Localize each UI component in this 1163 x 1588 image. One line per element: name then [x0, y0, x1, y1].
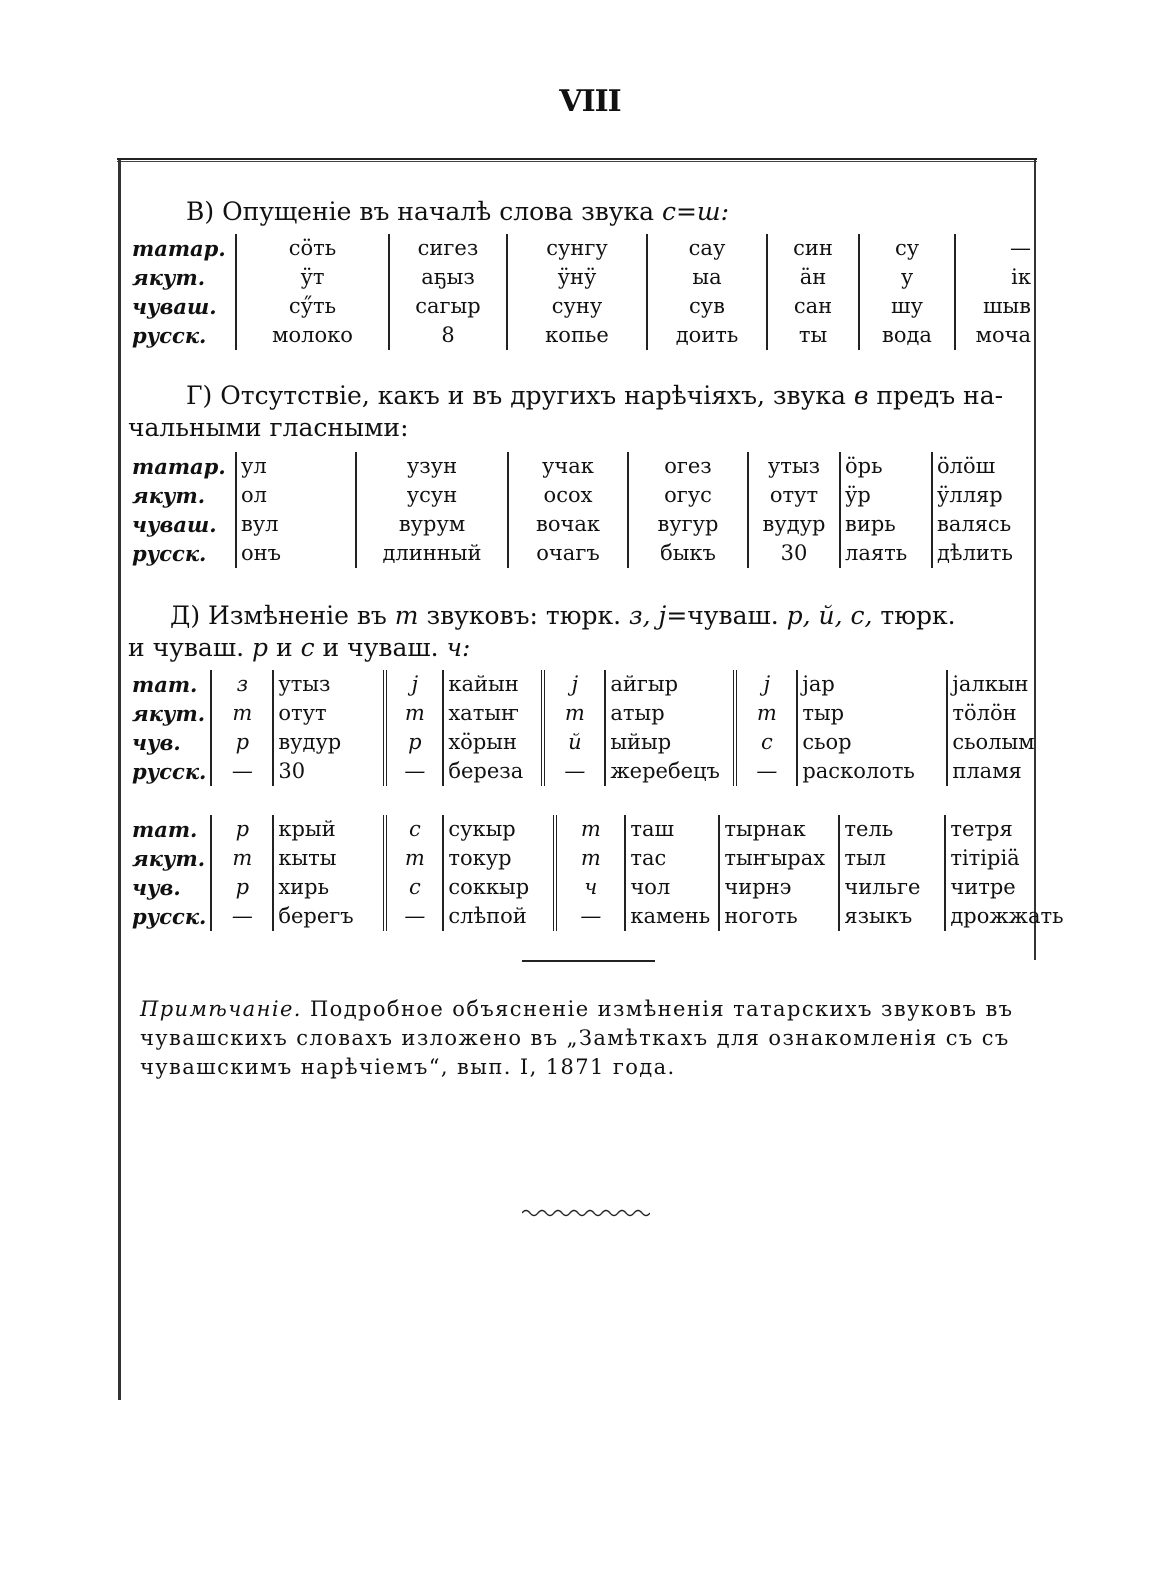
table-row — [128, 757, 1039, 786]
row-label: чуваш. — [132, 512, 217, 537]
section-d-heading-line2 — [128, 632, 470, 664]
table-cell: j — [735, 670, 797, 699]
row-label: русск. — [132, 759, 207, 784]
table-cell: отут — [748, 481, 840, 510]
table-cell: токур — [443, 844, 555, 873]
table-cell: огез — [628, 452, 748, 481]
section-d-h1a: Д) Измѣненіе въ — [170, 601, 387, 630]
table-cell: пламя — [947, 757, 1038, 786]
table-cell: хӧрын — [443, 728, 543, 757]
table-cell: й — [543, 728, 605, 757]
section-g-heading-end: предъ на- — [876, 381, 1004, 410]
table-row — [128, 292, 1035, 321]
table-cell: кайын — [443, 670, 543, 699]
table-cell: ч — [555, 873, 625, 902]
table-cell: т — [555, 844, 625, 873]
section-v-formula: с=ш: — [661, 197, 730, 226]
table-cell: сагыр — [389, 292, 507, 321]
table-cell: сӧть — [236, 234, 389, 263]
table-cell: j — [543, 670, 605, 699]
table-cell: дѣлить — [932, 539, 1030, 568]
section-d-h2r: р — [251, 633, 268, 662]
section-d-h1c: =чуваш. — [666, 601, 779, 630]
table-cell: с — [385, 873, 443, 902]
table-cell: сьолым — [947, 728, 1038, 757]
table-cell: тыл — [839, 844, 945, 873]
section-v-table — [128, 234, 1035, 350]
table-cell: сукыр — [443, 815, 555, 844]
table-cell: хирь — [273, 873, 385, 902]
section-v-heading-text: В) Опущеніе въ началѣ слова звука — [186, 197, 655, 226]
table-cell: учак — [508, 452, 628, 481]
row-label: чув. — [132, 730, 181, 755]
section-d-h1t: т — [394, 601, 419, 630]
section-d-h2ch: ч: — [446, 633, 471, 662]
table-cell: ӧлӧш — [932, 452, 1030, 481]
table-cell: осох — [508, 481, 628, 510]
row-label: русск. — [132, 904, 207, 929]
footnote-label: Примѣчаніе. — [140, 997, 302, 1021]
table-cell: узун — [356, 452, 508, 481]
table-cell: с — [385, 815, 443, 844]
table-row — [128, 844, 1068, 873]
table-cell: — — [955, 234, 1035, 263]
table-cell: ты — [767, 321, 859, 350]
section-d-table-1 — [128, 670, 1039, 786]
row-label: русск. — [132, 541, 207, 566]
table-cell: таш — [625, 815, 719, 844]
table-cell: берегъ — [273, 902, 385, 931]
table-cell: чол — [625, 873, 719, 902]
section-v-heading — [186, 196, 729, 228]
page-number: VIII — [559, 84, 621, 119]
table-cell: хатыҥ — [443, 699, 543, 728]
table-cell: вирь — [840, 510, 932, 539]
table-cell: усун — [356, 481, 508, 510]
table-cell: т — [735, 699, 797, 728]
table-cell: сау — [647, 234, 767, 263]
table-cell: ол — [236, 481, 356, 510]
table-cell: 30 — [748, 539, 840, 568]
table-cell: очагъ — [508, 539, 628, 568]
table-row — [128, 481, 1030, 510]
table-cell: утыз — [748, 452, 840, 481]
table-cell: р — [211, 815, 273, 844]
table-cell: — — [543, 757, 605, 786]
table-cell: — — [385, 757, 443, 786]
table-row — [128, 452, 1030, 481]
table-cell: т — [385, 699, 443, 728]
table-cell: вурум — [356, 510, 508, 539]
table-cell: суну — [507, 292, 647, 321]
row-label: чуваш. — [132, 294, 217, 319]
table-cell: у — [859, 263, 955, 292]
table-cell: ӱт — [236, 263, 389, 292]
table-cell: — — [555, 902, 625, 931]
table-row — [128, 510, 1030, 539]
table-cell: отут — [273, 699, 385, 728]
table-cell: сунгу — [507, 234, 647, 263]
section-d-h1rys: р, й, с, — [786, 601, 873, 630]
table-cell: сан — [767, 292, 859, 321]
table-cell: тітіріӓ — [945, 844, 1067, 873]
table-cell: валясь — [932, 510, 1030, 539]
table-cell: ыйыр — [605, 728, 735, 757]
section-d-h1d: тюрк. — [880, 601, 956, 630]
table-cell: слѣпой — [443, 902, 555, 931]
section-g-heading-line2: чальными гласными: — [128, 413, 409, 442]
section-g-heading-line1 — [186, 380, 1003, 412]
row-label: якут. — [132, 483, 206, 508]
table-cell: камень — [625, 902, 719, 931]
table-cell: чильге — [839, 873, 945, 902]
table-cell: вочак — [508, 510, 628, 539]
table-cell: кыты — [273, 844, 385, 873]
table-cell: ӱлляр — [932, 481, 1030, 510]
table-cell: сьор — [797, 728, 947, 757]
table-cell: ӧрь — [840, 452, 932, 481]
table-cell: jалкын — [947, 670, 1038, 699]
table-cell: аҕыз — [389, 263, 507, 292]
table-cell: чирнэ — [719, 873, 839, 902]
table-cell: ік — [955, 263, 1035, 292]
table-cell: огус — [628, 481, 748, 510]
table-cell: з — [211, 670, 273, 699]
table-cell: тель — [839, 815, 945, 844]
table-cell: ӱнӱ — [507, 263, 647, 292]
footnote — [140, 995, 1030, 1082]
table-cell: сигез — [389, 234, 507, 263]
table-cell: тас — [625, 844, 719, 873]
end-ornament — [522, 1206, 650, 1220]
table-cell: р — [385, 728, 443, 757]
table-cell: вода — [859, 321, 955, 350]
table-cell: жеребецъ — [605, 757, 735, 786]
table-row — [128, 902, 1068, 931]
section-d-heading-line1 — [170, 600, 956, 632]
table-row — [128, 873, 1068, 902]
row-label: тат. — [132, 672, 198, 697]
table-cell: молоко — [236, 321, 389, 350]
row-label: якут. — [132, 265, 206, 290]
section-d-h2b: и — [275, 633, 293, 662]
table-row — [128, 670, 1039, 699]
table-cell: 30 — [273, 757, 385, 786]
table-cell: соккыр — [443, 873, 555, 902]
table-cell: тыҥырах — [719, 844, 839, 873]
section-g-letter: в — [853, 381, 869, 410]
table-cell: син — [767, 234, 859, 263]
table-cell: ӱр — [840, 481, 932, 510]
table-cell: су — [859, 234, 955, 263]
table-cell: утыз — [273, 670, 385, 699]
table-cell: тыр — [797, 699, 947, 728]
table-cell: длинный — [356, 539, 508, 568]
table-row — [128, 234, 1035, 263]
table-cell: расколоть — [797, 757, 947, 786]
table-cell: вул — [236, 510, 356, 539]
table-cell: — — [735, 757, 797, 786]
footnote-text: Подробное объясненіе измѣненія татарскихъ звуковъ въ чувашскихъ словахъ изложено въ „Замѣткахъ для ознакомленія съ съ чувашскимъ нарѣчіемъ“, вып. I, 1871 года. — [140, 997, 1014, 1079]
table-cell: тырнак — [719, 815, 839, 844]
table-row — [128, 699, 1039, 728]
row-label: русск. — [132, 323, 207, 348]
table-cell: т — [385, 844, 443, 873]
table-cell: т — [555, 815, 625, 844]
table-cell: — — [385, 902, 443, 931]
row-label: татар. — [132, 454, 226, 479]
row-label: якут. — [132, 701, 206, 726]
table-cell: береза — [443, 757, 543, 786]
table-cell: шу — [859, 292, 955, 321]
table-cell: доить — [647, 321, 767, 350]
table-row — [128, 263, 1035, 292]
table-cell: тӧлӧн — [947, 699, 1038, 728]
table-cell: ул — [236, 452, 356, 481]
table-cell: вугур — [628, 510, 748, 539]
table-cell: т — [543, 699, 605, 728]
table-cell: читре — [945, 873, 1067, 902]
section-d-h1z: з, j — [629, 601, 667, 630]
table-row — [128, 321, 1035, 350]
table-cell: айгыр — [605, 670, 735, 699]
table-row — [128, 815, 1068, 844]
table-cell: сӳть — [236, 292, 389, 321]
table-cell: шыв — [955, 292, 1035, 321]
section-d-h1b: звуковъ: тюрк. — [426, 601, 622, 630]
table-cell: р — [211, 728, 273, 757]
table-cell: крый — [273, 815, 385, 844]
table-cell: — — [211, 902, 273, 931]
table-cell: онъ — [236, 539, 356, 568]
table-cell: j — [385, 670, 443, 699]
section-d-h2a: и чуваш. — [128, 633, 245, 662]
row-label: якут. — [132, 846, 206, 871]
table-cell: языкъ — [839, 902, 945, 931]
section-g-heading-text: Г) Отсутствіе, какъ и въ другихъ нарѣчіяхъ, звука — [186, 381, 846, 410]
table-cell: т — [211, 844, 273, 873]
table-cell: вудур — [748, 510, 840, 539]
table-cell: вудур — [273, 728, 385, 757]
table-cell: быкъ — [628, 539, 748, 568]
table-cell: — — [211, 757, 273, 786]
section-d-h2c: и чуваш. — [322, 633, 439, 662]
left-rule — [118, 160, 121, 1400]
table-cell: ӓн — [767, 263, 859, 292]
table-cell: т — [211, 699, 273, 728]
row-label: татар. — [132, 236, 226, 261]
section-d-table-2 — [128, 815, 1068, 931]
separator-rule — [522, 960, 655, 962]
table-row — [128, 539, 1030, 568]
row-label: чув. — [132, 875, 181, 900]
top-rule — [117, 158, 1037, 162]
table-cell: лаять — [840, 539, 932, 568]
table-cell: р — [211, 873, 273, 902]
table-cell: jар — [797, 670, 947, 699]
table-cell: с — [735, 728, 797, 757]
table-row — [128, 728, 1039, 757]
table-cell: копье — [507, 321, 647, 350]
table-cell: 8 — [389, 321, 507, 350]
table-cell: тетря — [945, 815, 1067, 844]
table-cell: моча — [955, 321, 1035, 350]
table-cell: ноготь — [719, 902, 839, 931]
table-cell: атыр — [605, 699, 735, 728]
row-label: тат. — [132, 817, 198, 842]
table-cell: дрожжать — [945, 902, 1067, 931]
table-cell: ыа — [647, 263, 767, 292]
table-cell: сув — [647, 292, 767, 321]
section-g-table — [128, 452, 1030, 568]
section-d-h2s: с — [300, 633, 315, 662]
